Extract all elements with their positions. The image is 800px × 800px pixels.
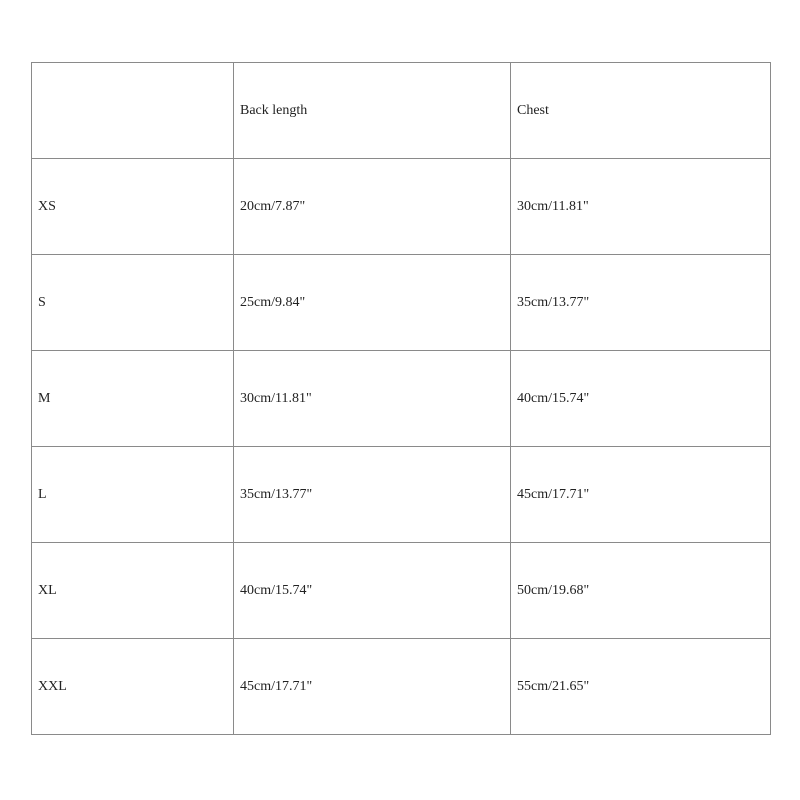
size-cell: L (32, 447, 234, 543)
chest-cell: 45cm/17.71" (511, 447, 771, 543)
chest-cell: 35cm/13.77" (511, 255, 771, 351)
chest-cell: 40cm/15.74" (511, 351, 771, 447)
header-cell-size (32, 63, 234, 159)
back-length-cell: 25cm/9.84" (234, 255, 511, 351)
table-row (32, 255, 771, 351)
header-cell-chest: Chest (511, 63, 771, 159)
size-cell: S (32, 255, 234, 351)
table-header-row (32, 63, 771, 159)
table-row (32, 447, 771, 543)
back-length-cell: 20cm/7.87" (234, 159, 511, 255)
size-cell: XL (32, 543, 234, 639)
header-cell-back-length: Back length (234, 63, 511, 159)
size-cell: M (32, 351, 234, 447)
back-length-cell: 30cm/11.81" (234, 351, 511, 447)
size-cell: XS (32, 159, 234, 255)
table-row (32, 159, 771, 255)
table-row (32, 351, 771, 447)
size-chart-table (31, 62, 771, 735)
size-cell: XXL (32, 639, 234, 735)
back-length-cell: 35cm/13.77" (234, 447, 511, 543)
chest-cell: 50cm/19.68" (511, 543, 771, 639)
table-row (32, 543, 771, 639)
back-length-cell: 45cm/17.71" (234, 639, 511, 735)
back-length-cell: 40cm/15.74" (234, 543, 511, 639)
table-row (32, 639, 771, 735)
chest-cell: 30cm/11.81" (511, 159, 771, 255)
chest-cell: 55cm/21.65" (511, 639, 771, 735)
